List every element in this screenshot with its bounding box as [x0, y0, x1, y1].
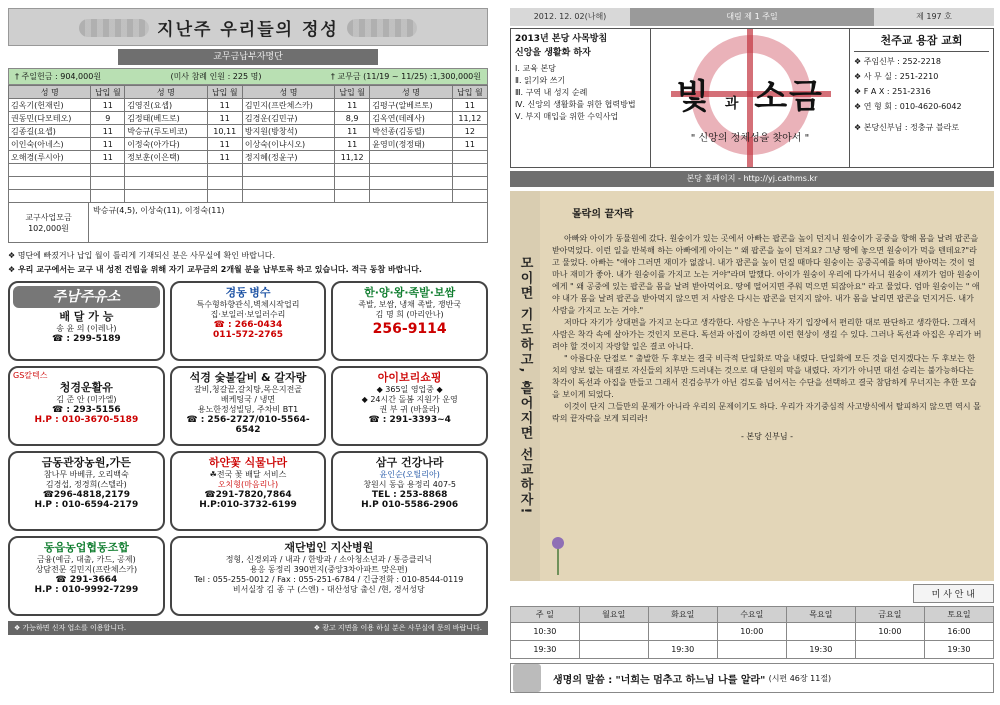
- table-cell: [9, 177, 91, 190]
- word-of-life: 생명의 말씀 : "너희는 멈추고 하느님 나를 알라" (시편 46장 11절): [510, 663, 994, 693]
- table-cell: 오해경(루시아): [9, 151, 91, 164]
- article: [510, 191, 994, 581]
- contributor-row: [9, 125, 488, 138]
- church-info: 천주교 용잠 교회 ❖ 주임신부 : 252-2218 ❖ 사 무 실 : 251-2210 ❖ F A X : 251-2316 ❖ 연 형 회 : 010-4620-6042 ❖ 본당신부님 : 정충규 블라로: [849, 29, 993, 167]
- column-header: 주 일: [511, 607, 580, 623]
- ad-galbi: 석경 숯불갈비 & 갈자랑 갈비,청갈끝,갈치탕,목은지전골 배케팅국 / 냉면 용노한정성빌딩, 주차비 BT1 ☎ : 256-2727/010-5564-6542: [170, 366, 327, 446]
- table-cell: [91, 164, 125, 177]
- table-cell: [370, 164, 452, 177]
- table-cell: 이정숙(아가다): [125, 138, 207, 151]
- table-cell: 11: [207, 99, 242, 112]
- table-cell: [91, 177, 125, 190]
- extra-fund-label: 교구사업모금 102,000원: [9, 203, 89, 242]
- column-header: 납입 월: [207, 86, 242, 99]
- table-cell: 박승규(루도비코): [125, 125, 207, 138]
- table-cell: 11: [207, 112, 242, 125]
- table-cell: 김경운(김민규): [242, 112, 334, 125]
- table-cell: [125, 177, 207, 190]
- table-cell: [717, 641, 786, 659]
- contributor-row: [9, 177, 488, 190]
- right-page: [510, 8, 994, 698]
- liturgical-week: 대림 제 1 주일: [630, 8, 874, 26]
- table-cell: 11: [91, 138, 125, 151]
- table-cell: 9: [91, 112, 125, 125]
- ad-restaurant-jokbal: 한·양·왕·족발·보쌈 족발, 보쌈, 냉채 족발, 쟁반국 김 명 희 (마리안나) 256-9114: [331, 281, 488, 361]
- subtitle-bar: 교무금납부자명단: [118, 49, 378, 65]
- table-cell: [370, 151, 452, 164]
- table-cell: 11: [91, 151, 125, 164]
- table-cell: [370, 190, 452, 203]
- policy-item: Ⅱ. 읽기와 쓰기: [515, 76, 566, 85]
- ad-flower-shop: 하얀꽃 식물나라 ☘전국 꽃 배달 서비스 오치형(마음리나) ☎291-7820,7864 H.P:010-3732-6199: [170, 451, 327, 531]
- article-signature: - 본당 신부님 -: [740, 432, 794, 441]
- table-cell: 10,11: [207, 125, 242, 138]
- table-cell: [9, 164, 91, 177]
- table-cell: 11: [452, 99, 487, 112]
- table-cell: [125, 164, 207, 177]
- column-header: 성 명: [9, 86, 91, 99]
- contributor-row: [9, 190, 488, 203]
- table-cell: [335, 164, 370, 177]
- weekly-offering: † 주일헌금 : 904,000원: [15, 72, 102, 81]
- column-header: 토요일: [924, 607, 993, 623]
- left-footer: ❖ 가능하면 신자 업소를 이용합니다. ❖ 광고 지면을 이용 하실 분은 사무실에 문의 바랍니다.: [8, 621, 488, 635]
- note-2: ❖ 우리 교구에서는 교구 내 성전 건립을 위해 자기 교무금의 2개월 분을 납부토록 하고 있습니다. 적극 동참 바랍니다.: [8, 265, 422, 274]
- table-cell: 김민지(프란체스카): [242, 99, 334, 112]
- table-cell: 11: [452, 138, 487, 151]
- ad-hospital: 재단법인 지산병원 정형, 신경외과 / 내과 / 한방과 / 소아청소년과 / 통증클리닉 용응 동정리 390번지(중앙3차아파트 맞은편) Tel : 055-255-0012 / Fax : 055-251-6784 / 긴급전화 : 010-8544-0119 비서실장 김 종 구 (스엔) - 대산성당 출신 /현, 경서성당: [170, 536, 488, 616]
- church-name: 천주교 용잠 교회: [854, 33, 989, 52]
- table-cell: [9, 190, 91, 203]
- table-cell: 12: [452, 125, 487, 138]
- column-header: 성 명: [125, 86, 207, 99]
- table-cell: 이인숙(아네스): [9, 138, 91, 151]
- issue-number: 제 197 호: [874, 8, 994, 26]
- column-header: 목요일: [786, 607, 855, 623]
- mass-guide-header: 미 사 안 내: [510, 584, 994, 603]
- table-cell: 김영진(요셉): [125, 99, 207, 112]
- contributor-row: [9, 164, 488, 177]
- table-cell: [125, 190, 207, 203]
- page-title: 지난주 우리들의 정성: [157, 19, 339, 40]
- table-cell: [207, 177, 242, 190]
- article-body: 몰락의 끝자락 아빠와 아이가 동물원에 갔다. 원숭이가 있는 곳에서 아빠는 팝콘을 높이 던지니 원숭이가 공중을 향해 몸을 날려 팝콘을 받아먹었다. 이런 일을 반복해 하는 아빠에게 아이는 " 왜 팝콘을 높이 던져요? 그냥 땅에 놓으면 원숭이가 먹을 텐데요?"라고 물었다. 아빠는 "애야 그러면 재미가 없잖니. 내가 팝콘을 높이 던질 때마다 원숭이는 공중곡예를 하며 받아먹는 것이 얼마나 재미가 좋아. 내가 원숭이를 가지고 노는 거야"라며 말했다. 아이가 원숭이 우리에 다가서니 원숭이 새끼가 엄마 원숭이에게 " 왜 공중에 있는 팝콘을 몸을 날려 받아먹어요. 땅에 떨어지면 주워 먹으면 되잖아요" 라고 물었다. 엄마 원숭이는 " 애야 내가 몸을 날려 팝콘을 받아먹지 않으면 저 사람은 다시는 팝콘을 던지지 않아. 내가 몸을 날리면 팝콘을 던지거든. 내가 사람을 가지고 노는 거야." 저마다 자기가 상대편을 가지고 논다고 생각한다. 사람은 누구나 자기 입장에서 편리한 대로 판단하고 생각한다. 그래서 사람은 착각 속에 살아가는 것인지 모른다. 독선과 아집이 강하면 이런 현상이 생길 수 있다. 그러나 독선과 아집은 우리가 버려야 할 것이지 자랑할 일은 결코 아니다. " 아름다운 단절로 " 출발한 두 후보는 결국 비극적 단일화로 막을 내렸다. 단일화에 모든 것을 던지겠다는 두 후보는 한 치의 양보 없는 대결로 자신들의 치부만 드러내는 것으로 대 단원의 막을 내렸다. 자기가 아니면 대선 승리는 불가능하다는 착각이 독선과 아집을 만들고 그래서 진검승부가 아닌 검도를 넘어서는 수단을 선택하고 결국 참담하게 무너지는 추한 모습을 보이게 되었다. 이것이 단지 그들만의 문제가 아니라 우리의 문제이기도 하다. 우리가 자기중심적 사고방식에서 탈피하지 않으면 역시 몰락의 끝자락을 보게 되리라! - 본당 신부님 -: [540, 191, 994, 581]
- mass-attendance: (미사 참례 인원 : 225 명): [170, 72, 262, 81]
- table-cell: [579, 641, 648, 659]
- table-cell: 11: [91, 125, 125, 138]
- table-cell: 19:30: [648, 641, 717, 659]
- vertical-motto: 모이면 기도하고, 흩어지면 선교하자!: [510, 191, 540, 581]
- table-cell: 10:30: [511, 623, 580, 641]
- contributor-row: [9, 151, 488, 164]
- contributor-row: [9, 112, 488, 125]
- column-header: 화요일: [648, 607, 717, 623]
- table-cell: 김종길(요셉): [9, 125, 91, 138]
- column-header: 납입 월: [452, 86, 487, 99]
- extra-fund-names: 박승규(4,5), 이상숙(11), 이정숙(11): [93, 206, 225, 215]
- table-cell: [579, 623, 648, 641]
- table-cell: 정보훈(이은택): [125, 151, 207, 164]
- table-cell: 김정태(베드로): [125, 112, 207, 125]
- table-cell: [91, 190, 125, 203]
- contributor-row: [9, 138, 488, 151]
- table-cell: [452, 151, 487, 164]
- issue-bar: [510, 8, 994, 26]
- table-cell: 8,9: [335, 112, 370, 125]
- masthead-row: [510, 28, 994, 168]
- ad-ivory-shopping: 아이보리쇼핑 ◆ 365일 영업중 ◆ ◆ 24시간 돌봄 지원가 운영 권 부 귀 (바울라) ☎ : 291-3393~4: [331, 366, 488, 446]
- table-cell: 11: [207, 151, 242, 164]
- table-cell: 10:00: [855, 623, 924, 641]
- homepage-link[interactable]: 본당 홈페이지 - http://yj.cathms.kr: [510, 171, 994, 187]
- ad-health-shop: 삼구 건강나라 윤인순(오틸리아) 창원시 동읍 용정리 407-5 TEL : 253-8868 H.P 010-5586-2906: [331, 451, 488, 531]
- newsletter-title: 빛 과 소금: [676, 77, 824, 117]
- table-cell: 박선종(김동렬): [370, 125, 452, 138]
- table-cell: [242, 177, 334, 190]
- contributor-table: [8, 85, 488, 203]
- note-1: ❖ 명단에 빠졌거나 납입 월이 틀리게 기재되신 분은 사무실에 확인 바랍니다.: [8, 251, 275, 260]
- ornament-icon: [79, 19, 149, 37]
- contributor-row: [9, 99, 488, 112]
- table-cell: [242, 190, 334, 203]
- table-cell: 19:30: [786, 641, 855, 659]
- column-header: 수요일: [717, 607, 786, 623]
- column-header: 월요일: [579, 607, 648, 623]
- ornament-icon: [347, 19, 417, 37]
- mass-row: [511, 641, 994, 659]
- table-cell: [335, 190, 370, 203]
- ad-agri-coop: 동읍농업협동조합 금융(예금, 대출, 카드, 공제) 상담전문 김민지(프란체스카) ☎ 291-3664 H.P : 010-9992-7299: [8, 536, 165, 616]
- table-cell: 정지혜(정윤구): [242, 151, 334, 164]
- ad-gas-station: 주남주유소 배 달 가 능 송 윤 의 (이레나) ☎ : 299-5189: [8, 281, 165, 361]
- table-cell: 10:00: [717, 623, 786, 641]
- policy-item: Ⅴ. 부지 매입을 위한 수익사업: [515, 112, 619, 121]
- table-cell: [786, 623, 855, 641]
- table-cell: 11: [335, 138, 370, 151]
- table-cell: [452, 177, 487, 190]
- table-cell: [855, 641, 924, 659]
- column-header: 성 명: [242, 86, 334, 99]
- slogan: " 신앙의 정체성을 찾아서 ": [690, 133, 810, 144]
- ads-grid: [8, 281, 488, 616]
- column-header: 금요일: [855, 607, 924, 623]
- article-title: 몰락의 끝자락: [572, 209, 634, 220]
- table-cell: 권동민(다모테오): [9, 112, 91, 125]
- left-page: [8, 8, 488, 698]
- policy-item: Ⅰ. 교육 본당: [515, 64, 556, 73]
- flower-icon: [550, 535, 566, 575]
- table-cell: [648, 623, 717, 641]
- table-cell: 11: [207, 138, 242, 151]
- mass-schedule-table: [510, 606, 994, 659]
- table-cell: 김옥연(데레사): [370, 112, 452, 125]
- notes: [8, 249, 488, 277]
- summary-bar: [8, 68, 488, 85]
- ad-farm-garden: 금동관장농원,가든 참나무 바베큐, 오리백숙 김경섭, 정경희(스텔라) ☎296-4818,2179 H.P : 010-6594-2179: [8, 451, 165, 531]
- table-cell: 방지원(방창석): [242, 125, 334, 138]
- table-cell: 11,12: [452, 112, 487, 125]
- title-banner: [8, 8, 488, 46]
- pastoral-policy: 2013년 본당 사목방침 신앙을 생활화 하자 Ⅰ. 교육 본당 Ⅱ. 읽기와 쓰기 Ⅲ. 구역 내 성지 순례 Ⅳ. 신앙의 생활화를 위한 협력방법 Ⅴ. 부지 매입을 위한 수익사업: [511, 29, 651, 167]
- table-cell: 김평구(알베르토): [370, 99, 452, 112]
- column-header: 납입 월: [91, 86, 125, 99]
- table-cell: [452, 190, 487, 203]
- column-header: 성 명: [370, 86, 452, 99]
- table-cell: 이상숙(이냐시오): [242, 138, 334, 151]
- table-cell: 김옥기(헌재린): [9, 99, 91, 112]
- table-cell: [242, 164, 334, 177]
- policy-item: Ⅳ. 신앙의 생활화를 위한 협력방법: [515, 100, 636, 109]
- policy-item: Ⅲ. 구역 내 성지 순례: [515, 88, 588, 97]
- column-header: 납입 월: [335, 86, 370, 99]
- table-cell: [335, 177, 370, 190]
- table-cell: 19:30: [924, 641, 993, 659]
- extra-fund-row: [8, 203, 488, 243]
- table-cell: 11: [91, 99, 125, 112]
- jesus-portrait-icon: [513, 664, 541, 692]
- table-cell: 16:00: [924, 623, 993, 641]
- table-cell: [207, 190, 242, 203]
- dues-total: † 교무금 (11/19 ~ 11/25) :1,300,000원: [330, 72, 481, 81]
- table-cell: 윤영미(정정태): [370, 138, 452, 151]
- ad-boiler: 경동 병수 특수형하향관식,벽체시작업리 집·보일러·보일러수리 ☎ : 266-0434 011-572-2765: [170, 281, 327, 361]
- table-cell: 11: [335, 99, 370, 112]
- table-cell: [370, 177, 452, 190]
- mass-row: [511, 623, 994, 641]
- table-cell: 11: [335, 125, 370, 138]
- table-cell: [452, 164, 487, 177]
- table-cell: 11,12: [335, 151, 370, 164]
- table-cell: 19:30: [511, 641, 580, 659]
- issue-date: 2012. 12. 02(나해): [510, 8, 630, 26]
- newsletter-logo: [651, 29, 849, 167]
- ad-lubricant: GS칼텍스 청경운활유 김 준 안 (미카엘) ☎ : 293-5156 H.P : 010-3670-5189: [8, 366, 165, 446]
- table-cell: [207, 164, 242, 177]
